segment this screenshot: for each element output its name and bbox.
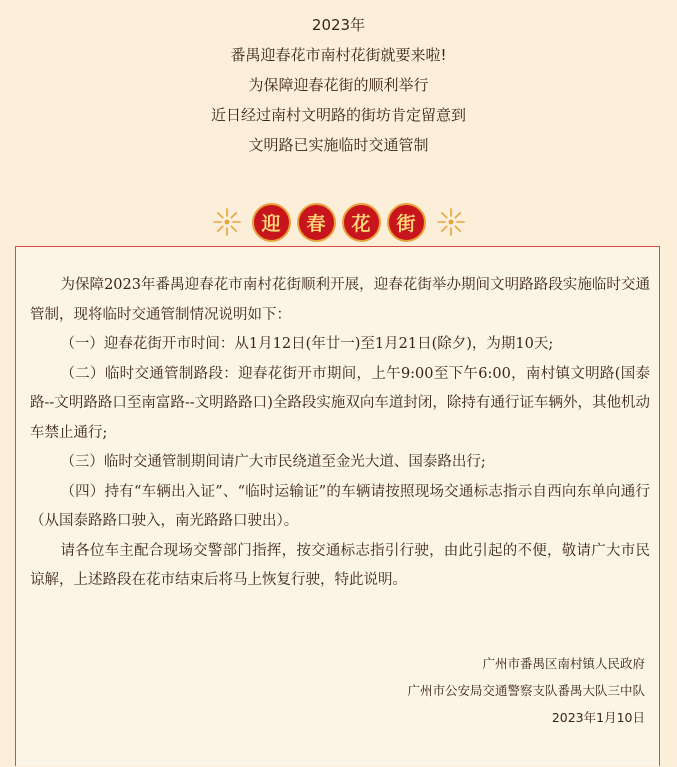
badge-char-1: 迎 — [252, 203, 291, 242]
firework-left-icon — [212, 207, 242, 237]
section-title — [0, 200, 677, 244]
intro-line-purpose: 为保障迎春花街的顺利举行 — [248, 76, 429, 94]
badge-char-4: 街 — [387, 203, 426, 242]
notice-paragraph-4: （四）持有“车辆出入证”、“临时运输证”的车辆请按照现场交通标志指示自西向东单向通行（从国泰路路口驶入，南光路路口驶出）。 — [30, 483, 650, 529]
intro-line-control: 文明路已实施临时交通管制 — [248, 136, 429, 154]
signature-date: 2023年1月10日 — [551, 710, 645, 725]
intro-line-headline: 番禺迎春花市南村花街就要来啦! — [230, 46, 447, 64]
notice-paragraph-2: （二）临时交通管制路段：迎春花街开市期间，上午9:00至下午6:00，南村镇文明路(国泰路--文明路路口至南富路--文明路路口)全路段实施双向车道封闭，除持有通行证车辆外，其他机动车禁止通行; — [30, 365, 650, 441]
signature-org-police: 广州市公安局交通警察支队番禺大队三中队 — [407, 683, 645, 698]
intro-line-year: 2023年 — [311, 16, 366, 34]
notice-body — [30, 271, 650, 596]
notice-paragraph-3: （三）临时交通管制期间请广大市民绕道至金光大道、国泰路出行; — [60, 454, 486, 470]
intro-block — [0, 10, 677, 160]
signature-org-township: 广州市番禺区南村镇人民政府 — [482, 656, 645, 671]
notice-panel — [15, 246, 660, 766]
notice-paragraph-1: （一）迎春花街开市时间：从1月12日(年廿一)至1月21日(除夕)，为期10天; — [60, 336, 554, 352]
badge-char-3: 花 — [342, 203, 381, 242]
badge-char-2: 春 — [297, 203, 336, 242]
notice-paragraph-closing: 请各位车主配合现场交警部门指挥，按交通标志指引行驶，由此引起的不便，敬请广大市民谅解，上述路段在花市结束后将马上恢复行驶，特此说明。 — [30, 542, 650, 588]
signature-block — [407, 650, 645, 731]
notice-paragraph-intro: 为保障2023年番禺迎春花市南村花街顺利开展，迎春花街举办期间文明路路段实施临时交通管制，现将临时交通管制情况说明如下： — [30, 277, 650, 323]
firework-right-icon — [436, 207, 466, 237]
intro-line-notice: 近日经过南村文明路的街坊肯定留意到 — [210, 106, 466, 124]
